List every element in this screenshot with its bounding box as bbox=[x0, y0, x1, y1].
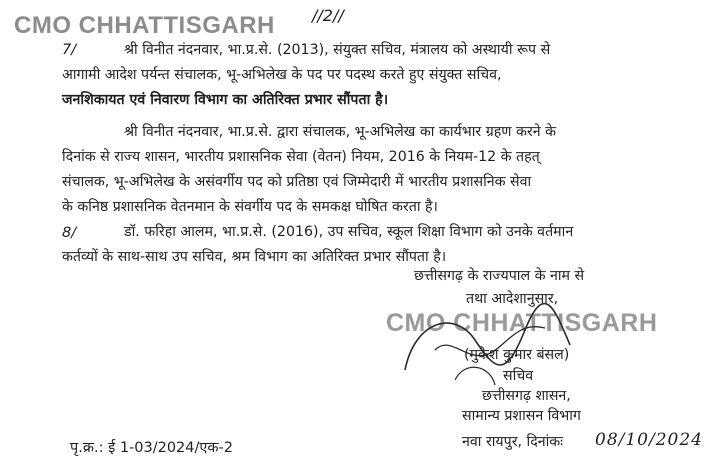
para-8-line-2: कर्तव्यों के साथ-साथ उप सचिव, श्रम विभाग का अतिरिक्त प्रभार सौंपता है। bbox=[62, 249, 447, 265]
para-7-line-2: आगामी आदेश पर्यन्त संचालक, भू-अभिलेख के पद पर पदस्थ करते हुए संयुक्त सचिव, bbox=[62, 67, 502, 83]
para-7b-line-1: श्री विनीत नंदनवार, भा.प्र.से. द्वारा संचालक, भू-अभिलेख का कार्यभार ग्रहण करने के bbox=[124, 124, 557, 140]
para-8-number: 8/ bbox=[62, 225, 77, 241]
para-7b-line-4: के कनिष्ठ प्रशासनिक वेतनमान के संवर्गीय पद के समकक्ष घोषित करता है। bbox=[62, 199, 438, 215]
office-line-1: छत्तीसगढ़ शासन, bbox=[482, 388, 571, 404]
para-7-line-1: श्री विनीत नंदनवार, भा.प्र.से. (2013), संयुक्त सचिव, मंत्रालय को अस्थायी रूप से bbox=[124, 42, 551, 58]
page-number: //2// bbox=[312, 6, 344, 25]
watermark-top: CMO CHHATTISGARH bbox=[14, 12, 275, 39]
para-7-number: 7/ bbox=[62, 42, 77, 58]
para-8-line-1: डॉ. फरिहा आलम, भा.प्र.से. (2016), उप सचिव, स्कूल शिक्षा विभाग को उनके वर्तमान bbox=[124, 224, 574, 240]
reference-number: पृ.क्र.: ई 1-03/2024/एक-2 bbox=[70, 440, 234, 456]
watermark-middle: CMO CHHATTISGARH bbox=[386, 309, 658, 337]
signatory-designation: सचिव bbox=[503, 368, 534, 384]
place-date-label: नवा रायपुर, दिनांकः bbox=[462, 434, 564, 450]
signature-line-1: छत्तीसगढ़ के राज्यपाल के नाम से bbox=[414, 268, 585, 284]
handwritten-date: 08/10/2024 bbox=[595, 430, 703, 450]
signature-line-2: तथा आदेशानुसार, bbox=[466, 291, 559, 307]
para-7b-line-3: संचालक, भू-अभिलेख के असंवर्गीय पद को प्रतिष्ठा एवं जिम्मेदारी में भारतीय प्रशासनिक सेवा bbox=[62, 174, 532, 190]
office-line-2: सामान्य प्रशासन विभाग bbox=[462, 408, 581, 424]
para-7-line-3: जनशिकायत एवं निवारण विभाग का अतिरिक्त प्रभार सौंपता है। bbox=[62, 92, 389, 108]
signatory-name: (मुकेश कुमार बंसल) bbox=[464, 347, 570, 363]
para-7b-line-2: दिनांक से राज्य शासन, भारतीय प्रशासनिक सेवा (वेतन) नियम, 2016 के नियम-12 के तहत् bbox=[62, 149, 540, 165]
